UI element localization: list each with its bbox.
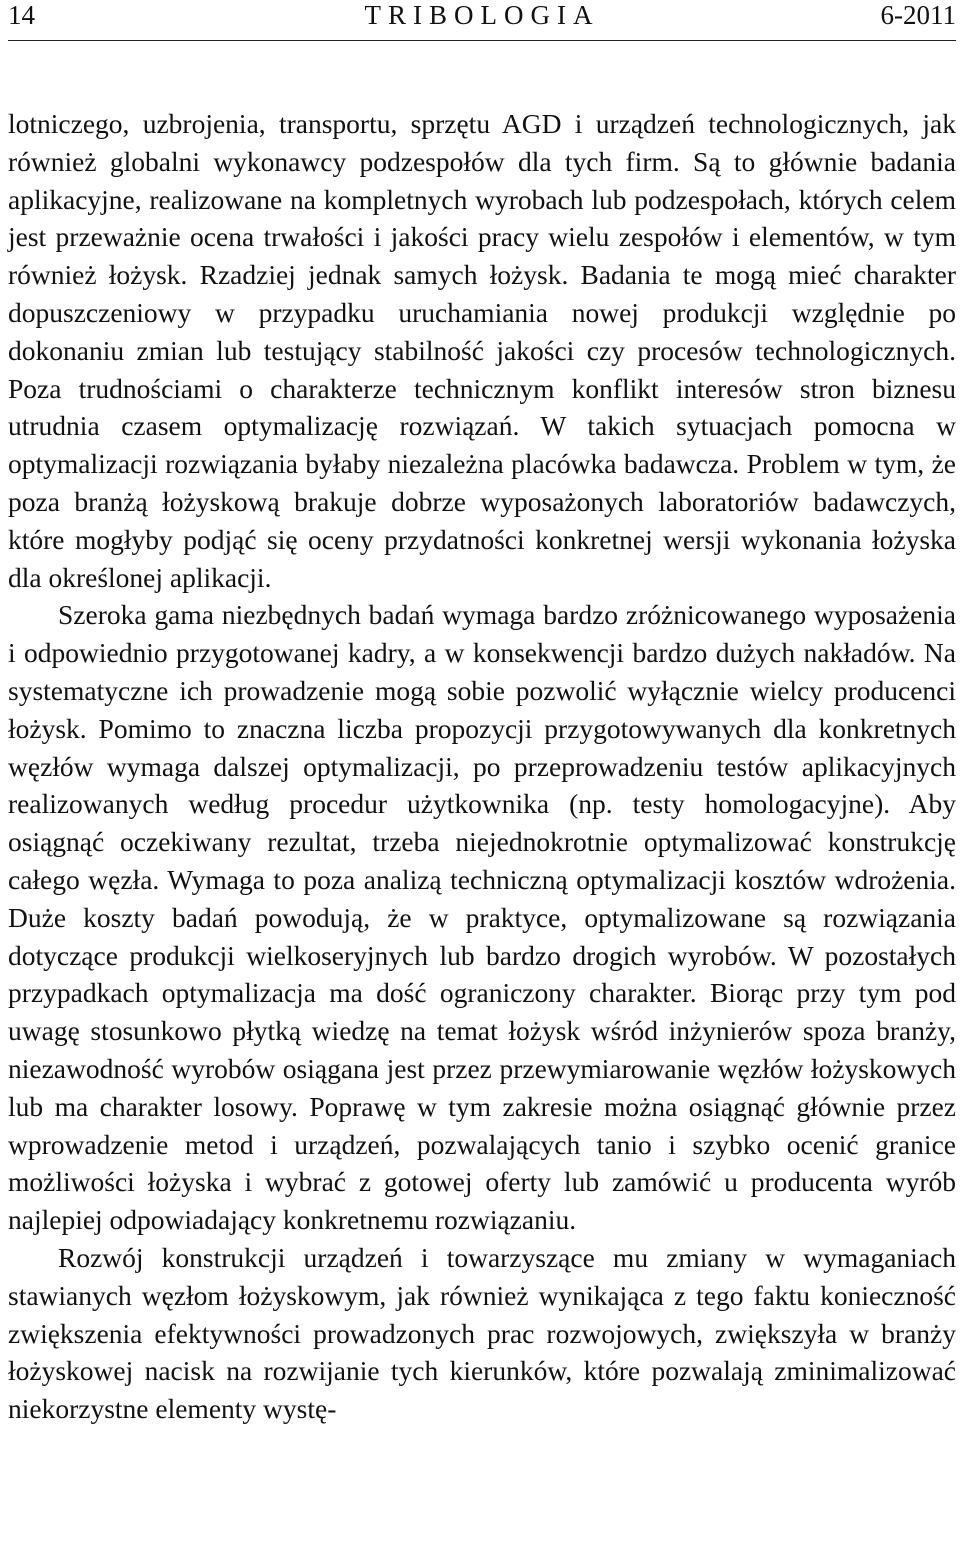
paragraph: Szeroka gama niezbędnych badań wymaga bardzo zróżnicowanego wyposażenia i odpowiednio przygotowanej kadry, a w konsekwencji bardzo dużych nakładów. Na systematyczne ich prowadzenie mogą sobie pozwolić wyłącznie wielcy producenci łożysk. Pomimo to znaczna liczba propozycji przygotowywanych dla konkretnych węzłów wymaga dalszej optymalizacji, po przeprowadzeniu testów aplikacyjnych realizowanych według procedur użytkownika (np. testy homologacyjne). Aby osiągnąć oczekiwany rezultat, trzeba niejednokrotnie optymalizować konstrukcję całego węzła. Wymaga to poza analizą techniczną optymalizacji kosztów wdrożenia. Duże koszty badań powodują, że w praktyce, optymalizowane są rozwiązania dotyczące produkcji wielkoseryjnych lub bardzo drogich wyrobów. W pozostałych przypadkach optymalizacja ma dość ograniczony charakter. Biorąc przy tym pod uwagę stosunkowo płytką wiedzę na temat łożysk wśród inżynierów spoza branży, niezawodność wyrobów osiągana jest przez przewymiarowanie węzłów łożyskowych lub ma charakter losowy. Poprawę w tym zakresie można osiągnąć głównie przez wprowadzenie metod i urządzeń, pozwalających tanio i szybko ocenić granice możliwości łożyska i wybrać z gotowej oferty lub zamówić u producenta wyrób najlepiej odpowiadający konkretnemu rozwiązaniu. bbox=[8, 599, 956, 1236]
issue-number: 6-2011 bbox=[880, 0, 956, 30]
page-number: 14 bbox=[8, 0, 35, 30]
running-header bbox=[8, 0, 956, 41]
journal-title: TRIBOLOGIA bbox=[364, 0, 600, 30]
paragraph-continued: lotniczego, uzbrojenia, transportu, sprzętu AGD i urządzeń technologicznych, jak również globalni wykonawcy podzespołów dla tych firm. Są to głównie badania aplikacyjne, realizowane na kompletnych wyrobach lub podzespołach, których celem jest przeważnie ocena trwałości i jakości pracy wielu zespołów i elementów, w tym również łożysk. Rzadziej jednak samych łożysk. Badania te mogą mieć charakter dopuszczeniowy w przypadku uruchamiania nowej produkcji względnie po dokonaniu zmian lub testujący stabilność jakości czy procesów technologicznych. Poza trudnościami o charakterze technicznym konflikt interesów stron biznesu utrudnia czasem optymalizację rozwiązań. W takich sytuacjach pomocna w optymalizacji rozwiązania byłaby niezależna placówka badawcza. Problem w tym, że poza branżą łożyskową brakuje dobrze wyposażonych laboratoriów badawczych, które mogłyby podjąć się oceny przydatności konkretnej wersji wykonania łożyska dla określonej aplikacji. bbox=[8, 108, 956, 593]
body-text bbox=[8, 105, 956, 1428]
paragraph: Rozwój konstrukcji urządzeń i towarzyszące mu zmiany w wymaganiach stawianych węzłom łożyskowym, jak również wynikająca z tego faktu konieczność zwiększenia efektywności prowadzonych prac rozwojowych, zwiększyła w branży łożyskowej nacisk na rozwijanie tych kierunków, które pozwalają zminimalizować niekorzystne elementy wystę- bbox=[8, 1241, 956, 1425]
document-page bbox=[8, 0, 956, 1425]
